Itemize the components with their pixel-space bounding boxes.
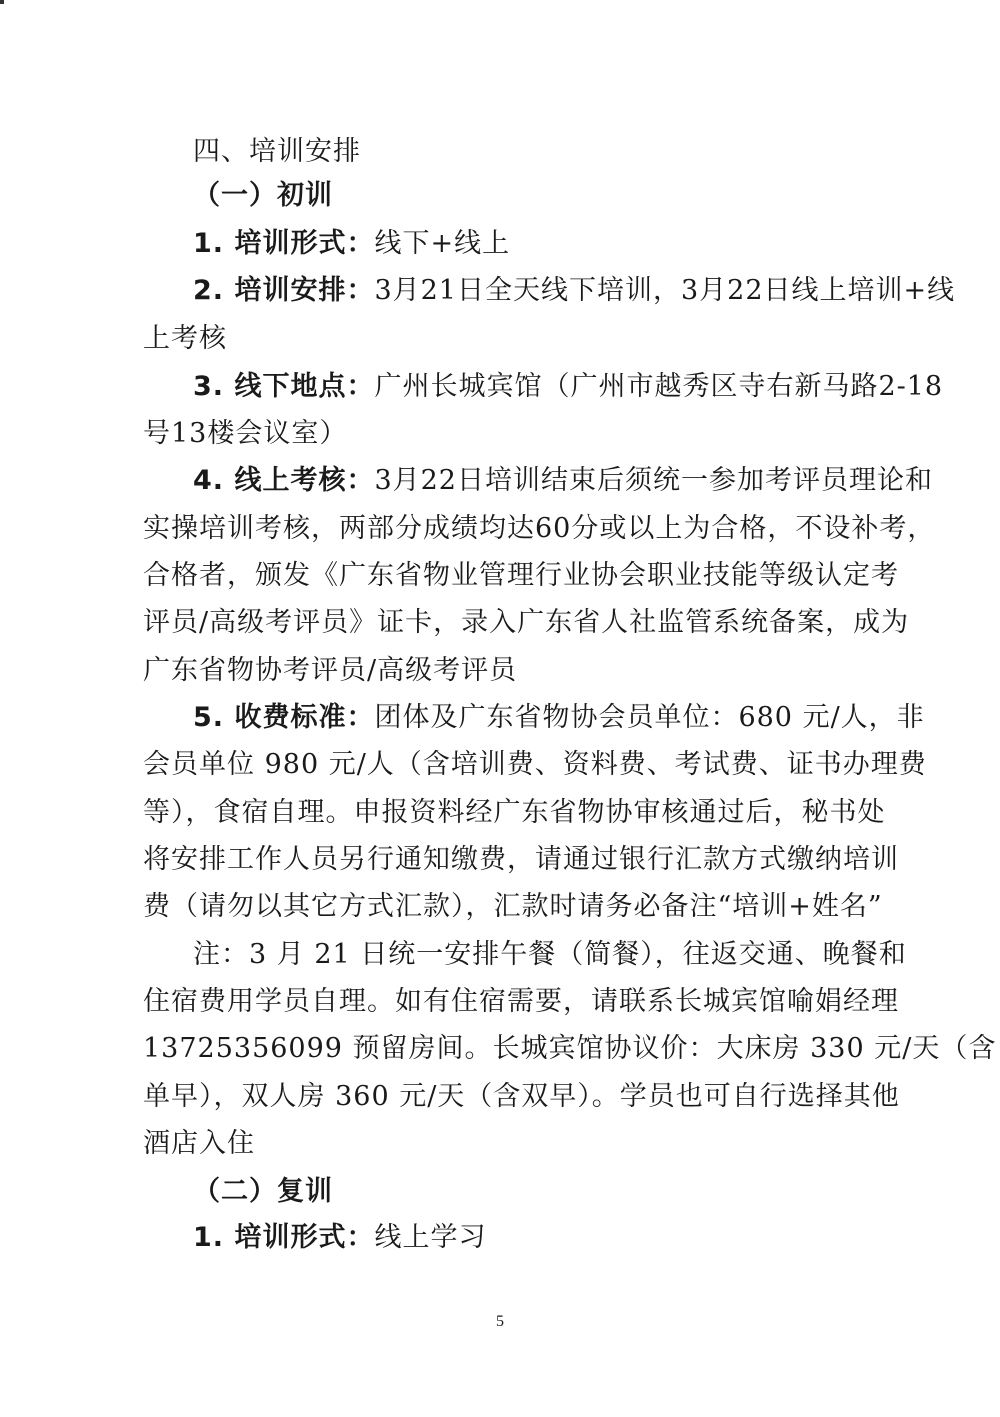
item-online-exam-cont: 实操培训考核，两部分成绩均达60分或以上为合格，不设补考，	[143, 513, 936, 544]
item-label: 2. 培训安排：	[193, 275, 375, 306]
item-label: 1. 培训形式：	[193, 228, 375, 259]
subsection-heading-initial-training: （一）初训	[193, 180, 333, 211]
item-online-exam-cont: 评员/高级考评员》证卡，录入广东省人社监管系统备案，成为	[143, 607, 910, 638]
note-line: 13725356099 预留房间。长城宾馆协议价：大床房 330 元/天（含	[143, 1033, 997, 1064]
item-training-format	[193, 226, 933, 262]
item-label: 5. 收费标准：	[193, 702, 375, 733]
item-offline-location-cont: 号13楼会议室）	[143, 418, 348, 449]
item-offline-location	[193, 369, 944, 405]
item-label: 1. 培训形式：	[193, 1222, 375, 1253]
item-text: 广州长城宾馆（广州市越秀区寺右新马路2-18	[374, 371, 944, 402]
item-training-schedule	[193, 273, 956, 309]
page-number: 5	[496, 1313, 504, 1330]
note-line: 住宿费用学员自理。如有住宿需要，请联系长城宾馆喻娟经理	[143, 986, 899, 1017]
item-text: 线下+线上	[374, 228, 511, 259]
item-text: 团体及广东省物协会员单位：680 元/人，非	[374, 702, 925, 733]
item-training-schedule-cont: 上考核	[143, 323, 227, 354]
item-text: 3月21日全天线下培训，3月22日线上培训+线	[374, 275, 956, 306]
subsection-heading-retraining: （二）复训	[193, 1176, 333, 1207]
section-heading: 四、培训安排	[193, 136, 361, 167]
item-online-exam-cont: 合格者，颁发《广东省物业管理行业协会职业技能等级认定考	[143, 560, 899, 591]
item-fee-standard-cont: 会员单位 980 元/人（含培训费、资料费、考试费、证书办理费	[143, 749, 927, 780]
item-label: 3. 线下地点：	[193, 371, 375, 402]
note-line: 酒店入住	[143, 1128, 255, 1159]
item-fee-standard	[193, 700, 933, 736]
item-retraining-format	[193, 1220, 933, 1256]
item-online-exam	[193, 463, 933, 499]
item-fee-standard-cont: 将安排工作人员另行通知缴费，请通过银行汇款方式缴纳培训	[143, 844, 899, 875]
item-fee-standard-cont: 费（请勿以其它方式汇款），汇款时请务必备注“培训+姓名”	[143, 891, 883, 922]
note-line: 单早），双人房 360 元/天（含双早）。学员也可自行选择其他	[143, 1081, 900, 1112]
item-text: 3月22日培训结束后须统一参加考评员理论和	[374, 465, 933, 496]
item-fee-standard-cont: 等），食宿自理。申报资料经广东省物协审核通过后，秘书处	[143, 797, 886, 828]
item-online-exam-cont: 广东省物协考评员/高级考评员	[143, 655, 518, 686]
item-text: 线上学习	[374, 1222, 487, 1253]
note-line: 注：3 月 21 日统一安排午餐（简餐），往返交通、晚餐和	[193, 939, 907, 970]
scan-edge-mark	[0, 0, 4, 4]
item-label: 4. 线上考核：	[193, 465, 375, 496]
